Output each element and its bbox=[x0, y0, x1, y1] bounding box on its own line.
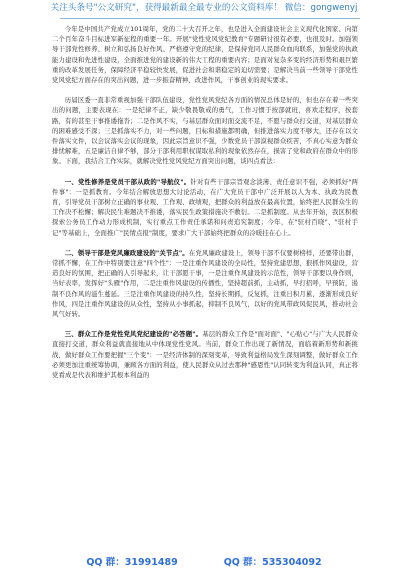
section-two-paragraph bbox=[52, 248, 358, 319]
section-two-heading: 二、领导干部是党风廉政建设的"关节点"。 bbox=[64, 248, 189, 257]
section-one-text: 针对有些干部宗旨观念淡薄、责任意识不强，必须抓好"两件事"：一是抓教育。今年结合解放思想大讨论活动，在广大党员干部中广泛开展以人为本、执政为民教育，引导党员干部树立正确的事业观、工作观、政绩观，把群众的利益放在最高位置，始终把人民群众生的工作决不松懈；解决民生难题决不推诿，落实民生政策措施决不敷衍。二是抓制度。从去年开始，我区积极探索公务员工作动力形成机制，实行重点工作责任承诺和问责追究制度；今年，在"驻村百晓"、"驻村手记"等基础上，全面推广"民情点报"制度，要求广大干部始终把群众的冷暖挂在心上。 bbox=[52, 177, 358, 237]
section-three-text: 基层的群众工作是"面对面"、"心贴心"与广大人民群众直接打交道，群众利益就直接地从中体现党性党风。当前，群众工作出现了新情况，面临着新形势和新挑战，做好群众工作要把握"三个变"：一是经济体制的深刻变革，导致利益格局发生深刻调整，做好群众工作必须更加注重统筹协调，兼顾各方面的利益，使人民群众从过去那种"感恩性"认同转变为利益认同，真正将党看成是代表和维护其根本利益的 bbox=[52, 330, 358, 380]
header-banner: 关注头条号"公文研究"，获得最新最全最专业的公文资料库！ 微信：gongwenyj bbox=[50, 3, 358, 13]
header-divider bbox=[60, 18, 360, 19]
section-one-heading: 一、党性修养是党员干部从政的"导航仪"。 bbox=[64, 177, 191, 186]
section-one-paragraph bbox=[52, 177, 358, 238]
problems-paragraph: 历届区委一直非常重视加强干部队伍建设，党性党风党纪各方面的情况总体是好的，但也存在着一些突出的问题，主要表现在：一是纪律不正，缺少敬畏敬戒的勇气，工作习惯于按部就班，喜欢走程序，按套路，有的甚至干事推诿拖沓；二是作风不实，与基层群众面对面交流不足，不愿与群众打交道，对基层群众的困难感受不深；三是抓落实不力，对一些问题，目标和措施都明确，但推进落实力度不够大，还存在以文件落实文件，以会议落实会议的现象，因此宗旨意识不强，少数党员干部漠视群众疾苦，不真心实意为群众排忧解难，五是廉洁自律不够，部分干部利用职权谋取私利的现象依然存在，损害了党和政府在群众中的形象。下面，我结合工作实际，就解决党性党风党纪方面突出问题，谈四点看法： bbox=[52, 96, 358, 166]
footer bbox=[0, 554, 408, 570]
section-three-heading: 三、群众工作是党性党风党纪建设的"必答题"。 bbox=[64, 330, 203, 339]
intro-paragraph: 今年是中国共产党成立101周年，党的二十大召开之年，也是进入全面建设社会主义现代化国家、向第二个百年奋斗目标进军新征程的重要一年。开展"党性党风党纪教育"专题研讨很有必要，也很及时。加强领导干部党性修养、树立和弘扬良好作风、严格遵守党的纪律，是保持党同人民群众血肉联系，加强党的执政能力建设和先进性建设，全面推进党的建设新的伟大工程的重要内容；是面对复杂多变的经济形势和艰巨繁重的改革发展任务，保障经济平稳较快发展，促进社会和谐稳定的迫切需要；是解决当前一些领导干部党性党风党纪方面存在的突出问题，进一步振奋精神、改进作风，干事创业的现实要求。 bbox=[52, 25, 358, 85]
section-two-text: 在党风廉政建设上，领导干部不仅要树榜样，还要带出群，常抓不懈，在工作中特别要注意"四个性"：一是注重作风建设的全局性，坚持党建思想，狠抓作风建设，营造良好的氛围，把正确的人引导起来，让干部愿干事，一是注重作风建设的示范性，领导干部要以身作则，当好表率，发挥好"头雁"作用，二是注重作风建设的传播性，坚持超前抓，主动抓，早打招呼，早预防，遏制不良作风的滋生蔓延。三是注重作风建设的持久性，坚持长期抓，反复抓，注重日积月累，逐渐形成良好作风，四是注重作风建设的从众性，坚持从小事抓起，抑制不良风气，以好的党风带政风促民风，推动社会风气好转。 bbox=[52, 248, 358, 319]
section-three-paragraph bbox=[52, 329, 358, 380]
document-body bbox=[52, 24, 358, 544]
footer-qq-group-1: QQ 群：31991489 bbox=[86, 557, 178, 568]
footer-qq-group-2: QQ 群：535304092 bbox=[223, 557, 322, 568]
